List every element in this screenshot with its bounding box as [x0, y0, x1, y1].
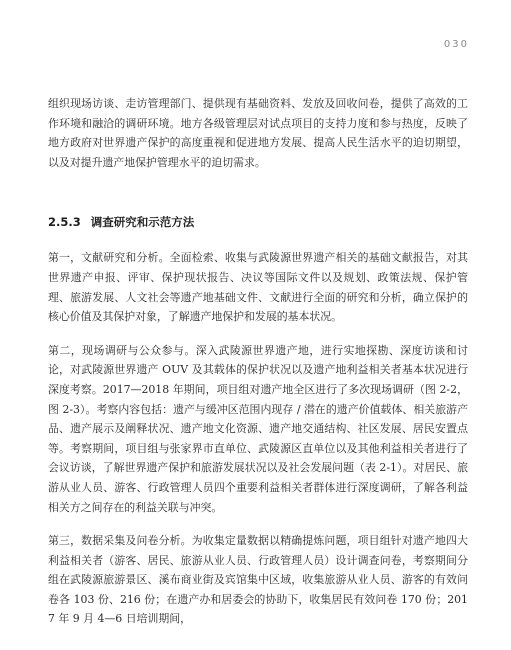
paragraph-literature-research: 第一，文献研究和分析。全面检索、收集与武陵源世界遗产相关的基础文献报告，对其世界遗产申报、评审、保护现状报告、决议等国际文件以及规划、政策法规、保护管理、旅游发展、人文社会等遗产地基础文件、文献进行全面的研究和分析，确立保护的核心价值及其保护对象，了解遗产地保护和发展的基本状况。 — [48, 251, 468, 324]
spacer — [48, 232, 468, 248]
paragraph-field-research: 第二，现场调研与公众参与。深入武陵源世界遗产地，进行实地探勘、深度访谈和讨论，对武陵源世界遗产 OUV 及其载体的保护状况以及遗产地利益相关者基本状况进行深度考察。2017—2018 年期间，项目组对遗产地全区进行了多次现场调研（图 2-2，图 2-3）。考察内容包括：遗产与缓冲区范围内现存 / 潜在的遗产价值载体、相关旅游产品、遗产展示及阐释状况、遗产地文化资源、遗产地交通结构、社区发展、居民安置点等。考察期间，项目组与张家界市直单位、武陵源区直单位以及其他利益相关者进行了会议访谈，了解世界遗产保护和旅游发展状况以及社会发展问题（表 2-1）。对居民、旅游从业人员、游客、行政管理人员四个重要利益相关者群体进行深度调研，了解各利益相关方之间存在的利益关联与冲突。 — [48, 343, 468, 514]
paragraph-data-collection: 第三，数据采集及问卷分析。为收集定量数据以精确提炼问题，项目组针对遗产地四大利益相关者（游客、居民、旅游从业人员、行政管理人员）设计调查问卷，考察期间分组在武陵源旅游景区、溪布商业街及宾馆集中区域，收集旅游从业人员、游客的有效问卷各 103 份、216 份；在遗产办和居委会的协助下，收集居民有效问卷 170 份；2017 年 9 月 4—6 日培训期间， — [48, 534, 468, 626]
section-title: 调查研究和示范方法 — [90, 215, 195, 230]
section-number: 2.5.3 — [48, 215, 81, 230]
spacer — [48, 327, 468, 341]
page-body — [48, 94, 468, 629]
intro-paragraph: 组织现场访谈、走访管理部门、提供现有基础资料、发放及回收问卷，提供了高效的工作环境和融洽的调研环境。地方各级管理层对试点项目的支持力度和参与热度，反映了地方政府对世界遗产保护的高度重视和促进地方发展、提高人民生活水平的迫切期望，以及对提升遗产地保护管理水平的迫切需求。 — [48, 97, 468, 169]
spacer — [48, 517, 468, 531]
spacer — [48, 172, 468, 212]
section-heading — [48, 212, 468, 232]
page-number: 030 — [443, 39, 469, 50]
